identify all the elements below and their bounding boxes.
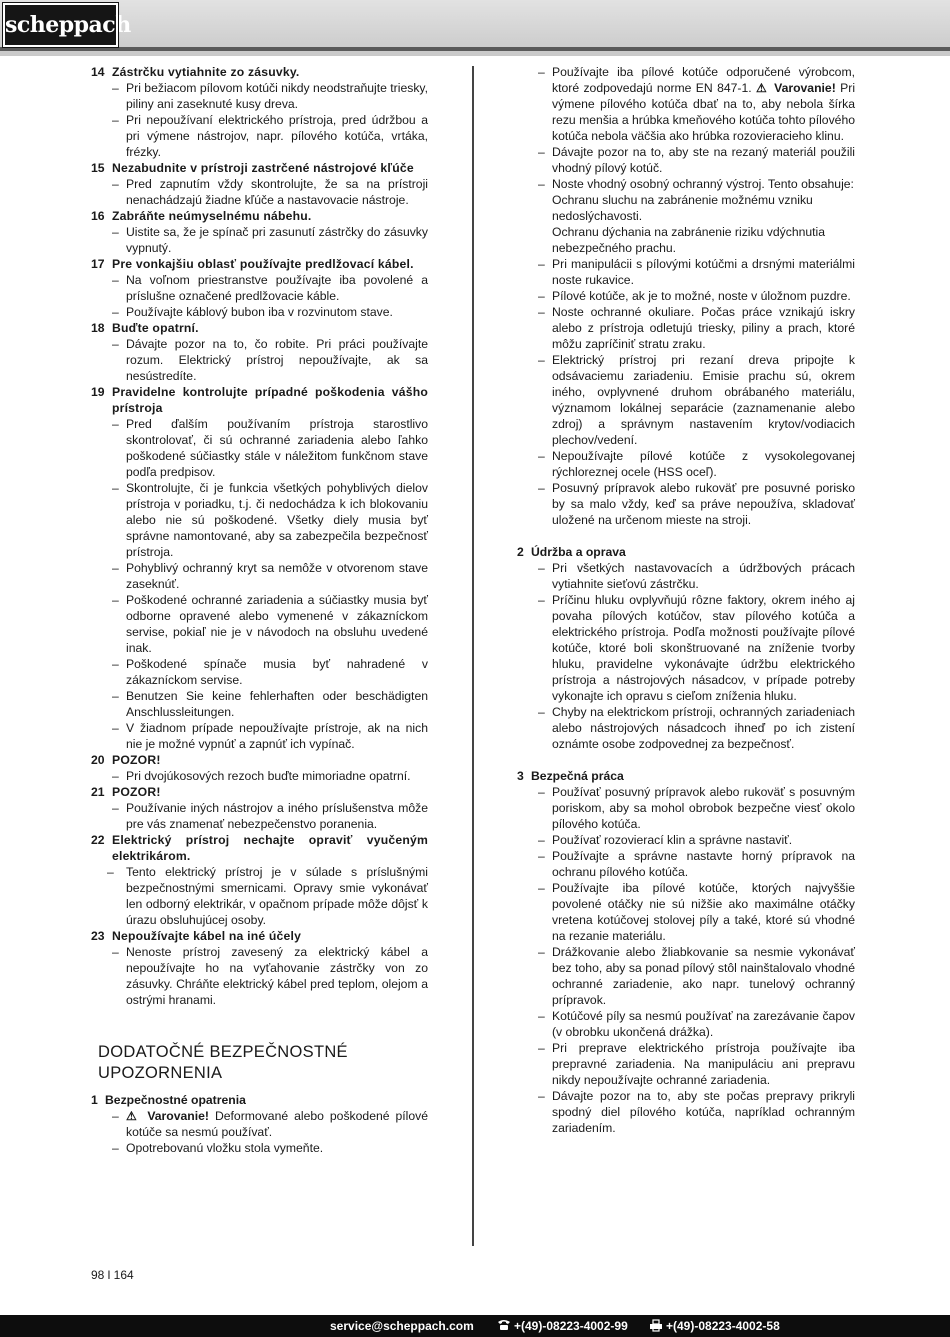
dash: –: [538, 881, 545, 895]
dash: –: [112, 593, 119, 607]
item-number: 19: [91, 385, 105, 399]
dash: –: [538, 145, 545, 159]
item-number: 21: [91, 785, 105, 799]
section-number: 2: [517, 545, 524, 559]
sub-text: Ochranu dýchania na zabránenie riziku vdýchnutia nebezpečného prachu.: [552, 225, 826, 255]
page-footer: [0, 1315, 950, 1337]
bullet: [517, 704, 855, 752]
dash: –: [112, 561, 119, 575]
item-number: 17: [91, 257, 105, 271]
bullet: [517, 1040, 855, 1088]
bullet: [91, 272, 428, 304]
item-21: [91, 784, 428, 800]
bullet: [517, 448, 855, 480]
dash: –: [538, 305, 545, 319]
bullet-text: Pri manipulácii s pílovými kotúčmi a drsnými materiálmi noste rukavice.: [552, 257, 855, 287]
bullet-text: Deformované alebo poškodené pílové kotúče sa nesmú používať.: [126, 1109, 429, 1139]
bullet: [91, 720, 428, 752]
dash: –: [112, 769, 119, 783]
dash: –: [538, 1089, 545, 1103]
warning-icon: ⚠: [756, 81, 768, 95]
dash: –: [112, 1109, 119, 1123]
bullet: [91, 224, 428, 256]
dash: –: [538, 945, 545, 959]
fax-icon: [649, 1315, 663, 1337]
bullet: [91, 1108, 428, 1140]
bullet: [91, 416, 428, 480]
bullet: [517, 848, 855, 880]
sub-text: Ochranu sluchu na zabránenie možnému vzniku nedoslýchavosti.: [552, 193, 813, 223]
warning-label: [756, 81, 836, 95]
item-number: 23: [91, 929, 105, 943]
bullet: [517, 880, 855, 944]
bullet: [517, 304, 855, 352]
dash: –: [112, 305, 119, 319]
column-divider: [472, 66, 474, 1246]
item-number: 20: [91, 753, 105, 767]
bullet-text: Pri dvojúkosových rezoch buďte mimoriadne opatrní.: [126, 769, 411, 783]
bullet-text: Benutzen Sie keine fehlerhaften oder beschädigten Anschlussleitungen.: [126, 689, 428, 719]
dash: –: [538, 593, 545, 607]
item-title: POZOR!: [112, 785, 161, 799]
bullet: [91, 176, 428, 208]
dash: –: [112, 337, 119, 351]
bullet-text: Pri všetkých nastavovacích a údržbových prácach vytiahnite sieťovú zástrčku.: [552, 561, 855, 591]
bullet: [91, 944, 428, 1008]
bullet-text: Používať rozovierací klin a správne nastaviť.: [552, 833, 793, 847]
dash: –: [538, 289, 545, 303]
warning-text: Varovanie!: [147, 1109, 209, 1123]
bullet: [517, 1088, 855, 1136]
dash: –: [538, 481, 545, 495]
item-number: 15: [91, 161, 105, 175]
bullet: [91, 336, 428, 384]
dash: –: [112, 417, 119, 431]
bullet: [91, 1140, 428, 1156]
bullet-text: Pred zapnutím vždy skontrolujte, že sa na prístroji nenachádzajú žiadne kľúče a nastavovacie nástroje.: [126, 177, 428, 207]
section-title: Bezpečnostné opatrenia: [105, 1093, 246, 1107]
bullet: [517, 560, 855, 592]
bullet: [91, 304, 428, 320]
dash: –: [538, 561, 545, 575]
bullet: [91, 560, 428, 592]
item-15: [91, 160, 428, 176]
bullet-text: Kotúčové píly sa nesmú používať na zarezávanie čapov (v obrobku ukončená drážka).: [552, 1009, 855, 1039]
item-20: [91, 752, 428, 768]
dash: –: [112, 81, 119, 95]
dash: –: [112, 721, 119, 735]
header-divider: [0, 47, 950, 51]
dash: –: [538, 785, 545, 799]
bullet-text: Opotrebovanú vložku stola vymeňte.: [126, 1141, 324, 1155]
item-number: 18: [91, 321, 105, 335]
bullet-text: Noste vhodný osobný ochranný výstroj. Tento obsahuje:: [552, 177, 854, 191]
bullet: [91, 656, 428, 688]
dash: –: [538, 705, 545, 719]
service-email[interactable]: service@scheppach.com: [330, 1319, 474, 1333]
bullet-text: Používajte káblový bubon iba v rozvinutom stave.: [126, 305, 393, 319]
bullet: [517, 480, 855, 528]
bullet-text: Drážkovanie alebo žliabkovanie sa nesmie vykonávať bez toho, aby sa ponad pílový stôl nainštalovalo vhodné ochranné zariadenie, ako napr. tunelový ochranný prípravok.: [552, 945, 855, 1007]
bullet-text: Posuvný prípravok alebo rukoväť pre posuvné porisko by sa malo vždy, keď sa práve nepoužíva, skladovať uložené na určenom mieste na stroji.: [552, 481, 855, 527]
left-column: [91, 64, 428, 1156]
bullet: [517, 64, 855, 144]
bullet: [91, 800, 428, 832]
section-title: Bezpečná práca: [531, 769, 624, 783]
item-title: Nezabudnite v prístroji zastrčené nástrojové kľúče: [112, 161, 414, 175]
bullet: [517, 832, 855, 848]
section-1: [91, 1092, 428, 1108]
bullet-text: Elektrický prístroj pri rezaní dreva pripojte k odsávaciemu zariadeniu. Emisie prachu sú, okrem iného, ovplyvnené druhom obrábaného materiálu, významom lokálnej separácie (zaznamenanie alebo zdroj) a správnym nastavením krytov/vodiacich plechov/vedení.: [552, 353, 855, 447]
section-title: Údržba a oprava: [531, 545, 626, 559]
warning-label: [126, 1109, 209, 1123]
dash: –: [112, 481, 119, 495]
dash: –: [538, 1041, 545, 1055]
phone-number: +(49)-08223-4002-99: [514, 1319, 628, 1333]
bullet-text: Pred ďalším používaním prístroja starostlivo skontrolovať, či sú ochranné zariadenia alebo ľahko poškodené súčiastky stále v náležitom funkčnom stave podľa predpisov.: [126, 417, 428, 479]
bullet-text: Používať posuvný prípravok alebo rukoväť s posuvným poriskom, aby sa mohol obrobok bezpečne viesť okolo pílového kotúča.: [552, 785, 855, 831]
bullet: [517, 256, 855, 288]
item-title: Elektrický prístroj nechajte opraviť vyučeným elektrikárom.: [112, 833, 428, 863]
bullet: [91, 688, 428, 720]
bullet-text: Tento elektrický prístroj je v súlade s príslušnými bezpečnostnými smernicami. Opravy smie vykonávať len odborný elektrikár, v opačnom prípade môže dôjsť k úrazu obsluhujúcej osoby.: [126, 865, 428, 927]
bullet: [91, 592, 428, 656]
bullet-text: Pri preprave elektrického prístroja používajte iba prepravné zariadenia. Na manipuláciu ani prepravu nikdy nepoužívajte ochranné zariadenia.: [552, 1041, 855, 1087]
dash: –: [112, 657, 119, 671]
dash: –: [538, 1009, 545, 1023]
bullet-text: Používanie iných nástrojov a iného príslušenstva môže pre vás znamenať nebezpečenstvo poranenia.: [126, 801, 428, 831]
warning-text: Varovanie!: [774, 81, 836, 95]
dash: –: [112, 273, 119, 287]
warning-icon: ⚠: [126, 1109, 140, 1123]
item-title: Pravidelne kontrolujte prípadné poškodenia vášho prístroja: [112, 385, 428, 415]
bullet-text: Uistite sa, že je spínač pri zasunutí zástrčky do zásuvky vypnutý.: [126, 225, 428, 255]
bullet: [517, 288, 855, 304]
bullet-text: Dávajte pozor na to, čo robite. Pri práci používajte rozum. Elektrický prístroj nepoužívajte, ak sa nesústredíte.: [126, 337, 428, 383]
item-19: [91, 384, 428, 416]
section-3: [517, 768, 855, 784]
item-23: [91, 928, 428, 944]
bullet-text: Skontrolujte, či je funkcia všetkých pohyblivých dielov prístroja v poriadku, t.j. či nedochádza k ich blokovaniu alebo nie sú poškodené. Všetky diely musia byť správne namontované, aby sa zabezpečila bezpečnosť prístroja.: [126, 481, 428, 559]
bullet: [517, 352, 855, 448]
dash: –: [112, 1141, 119, 1155]
section-number: 1: [91, 1093, 98, 1107]
item-16: [91, 208, 428, 224]
item-title: Nepoužívajte kábel na iné účely: [112, 929, 302, 943]
bullet: [517, 784, 855, 832]
bullet-text: Nepoužívajte pílové kotúče z vysokolegovanej rýchloreznej ocele (HSS oceľ).: [552, 449, 855, 479]
bullet-text: Používajte iba pílové kotúče odporučené výrobcom, ktoré zodpovedajú norme EN 847-1.: [552, 65, 855, 95]
bullet-text: Pri výmene pílového kotúča dbať na to, aby nebola šírka rezu menšia a hrúbka kmeňového kotúča tohto pílového kotúča nebola väčšia ako hrúbka rozovieracieho klinu.: [552, 81, 856, 143]
bullet: [91, 80, 428, 112]
bullet-text: Dávajte pozor na to, aby ste počas prepravy prikryli spodný diel pílového kotúča, napríklad ochranným zariadením.: [552, 1089, 855, 1135]
dash: –: [112, 177, 119, 191]
bullet-text: Na voľnom priestranstve používajte iba povolené a príslušne označené predlžovacie káble.: [126, 273, 428, 303]
bullet-text: Používajte iba pílové kotúče, ktorých najvyššie povolené otáčky nie sú nižšie ako maximálne otáčky vretena kotúčovej stolovej píly a také, ktoré sú vhodné na rezanie materiálu.: [552, 881, 855, 943]
section-2: [517, 544, 855, 560]
brand-logo: scheppach: [3, 3, 118, 47]
bullet: [517, 944, 855, 1008]
dash: –: [538, 353, 545, 367]
bullet-text: Dávajte pozor na to, aby ste na rezaný materiál použili vhodný pílový kotúč.: [552, 145, 855, 175]
item-title: Zástrčku vytiahnite zo zásuvky.: [112, 65, 300, 79]
fax-number: +(49)-08223-4002-58: [666, 1319, 780, 1333]
bullet-text: Používajte a správne nastavte horný prípravok na ochranu pílového kotúča.: [552, 849, 855, 879]
page-number: 98 l 164: [91, 1268, 134, 1282]
dash: –: [112, 225, 119, 239]
bullet-text: Pri bežiacom pílovom kotúči nikdy neodstraňujte triesky, piliny ani zaseknuté kusy dreva.: [126, 81, 428, 111]
dash: –: [112, 801, 119, 815]
item-number: 14: [91, 65, 105, 79]
bullet: [517, 176, 855, 192]
bullet: [517, 1008, 855, 1040]
dash: –: [107, 865, 114, 879]
bullet-text: V žiadnom prípade nepoužívajte prístroje, ak na nich nie je možné vypnúť a zapnúť ich vypínač.: [126, 721, 428, 751]
bullet: [91, 480, 428, 560]
bullet-text: Poškodené ochranné zariadenia a súčiastky musia byť odborne opravené alebo vymenené v zákazníckom servise, pokiaľ nie je v návodoch na obsluhu uvedené inak.: [126, 593, 428, 655]
dash: –: [538, 177, 545, 191]
phone-icon: [497, 1315, 511, 1337]
item-title: POZOR!: [112, 753, 161, 767]
item-number: 16: [91, 209, 105, 223]
item-18: [91, 320, 428, 336]
item-14: [91, 64, 428, 80]
bullet-text: Poškodené spínače musia byť nahradené v zákazníckom servise.: [126, 657, 428, 687]
bullet-text: Pri nepoužívaní elektrického prístroja, pred údržbou a pri výmene nástrojov, napr. pílového kotúča, vrtáka, frézky.: [126, 113, 428, 159]
right-column: [517, 64, 855, 1136]
bullet-text: Pohyblivý ochranný kryt sa nemôže v otvorenom stave zaseknúť.: [126, 561, 428, 591]
bullet: [517, 592, 855, 704]
item-22: [91, 832, 428, 864]
dash: –: [538, 849, 545, 863]
dash: –: [112, 113, 119, 127]
bullet: [91, 112, 428, 160]
dash: –: [112, 689, 119, 703]
dash: –: [538, 257, 545, 271]
item-title: Pre vonkajšiu oblasť používajte predlžovací kábel.: [112, 257, 414, 271]
bullet-text: Chyby na elektrickom prístroji, ochranných zariadeniach alebo nástrojových násadcoch ihneď po ich zistení oznámte osobe zodpovednej za bezpečnosť.: [552, 705, 855, 751]
bullet-text: Noste ochranné okuliare. Počas práce vznikajú iskry alebo z prístroja odletujú triesky, piliny a prach, ktoré môžu zapríčiniť stratu zraku.: [552, 305, 855, 351]
dash: –: [538, 449, 545, 463]
bullet: [517, 144, 855, 176]
bullet-text: Príčinu hluku ovplyvňujú rôzne faktory, okrem iného aj povaha pílových kotúčov, stav pílového kotúča a elektrického prístroja. Podľa možnosti používajte pílové kotúče, ktoré boli skonštruované na zníženie tvorby hluku, pravidelne vykonávajte údržbu elektrického prístroja a nástrojových násadcov, v prípade potreby vykonajte ich opravu s cieľom zníženia hluku.: [552, 593, 855, 703]
bullet: [91, 864, 428, 928]
item-17: [91, 256, 428, 272]
dash: –: [538, 65, 545, 79]
item-title: Zabráňte neúmyselnému nábehu.: [112, 209, 312, 223]
item-number: 22: [91, 833, 105, 847]
bullet-text: Nenoste prístroj zavesený za elektrický kábel a nepoužívajte ho na vyťahovanie zástrčky von zo zásuvky. Chráňte elektrický kábel pred teplom, olejom a ostrými hranami.: [126, 945, 428, 1007]
item-title: Buďte opatrní.: [112, 321, 199, 335]
bullet-text: Pílové kotúče, ak je to možné, noste v úložnom puzdre.: [552, 289, 851, 303]
section-heading: DODATOČNÉ BEZPEČNOSTNÉ UPOZORNENIA: [98, 1043, 348, 1082]
section-number: 3: [517, 769, 524, 783]
dash: –: [112, 945, 119, 959]
bullet: [91, 768, 428, 784]
dash: –: [538, 833, 545, 847]
